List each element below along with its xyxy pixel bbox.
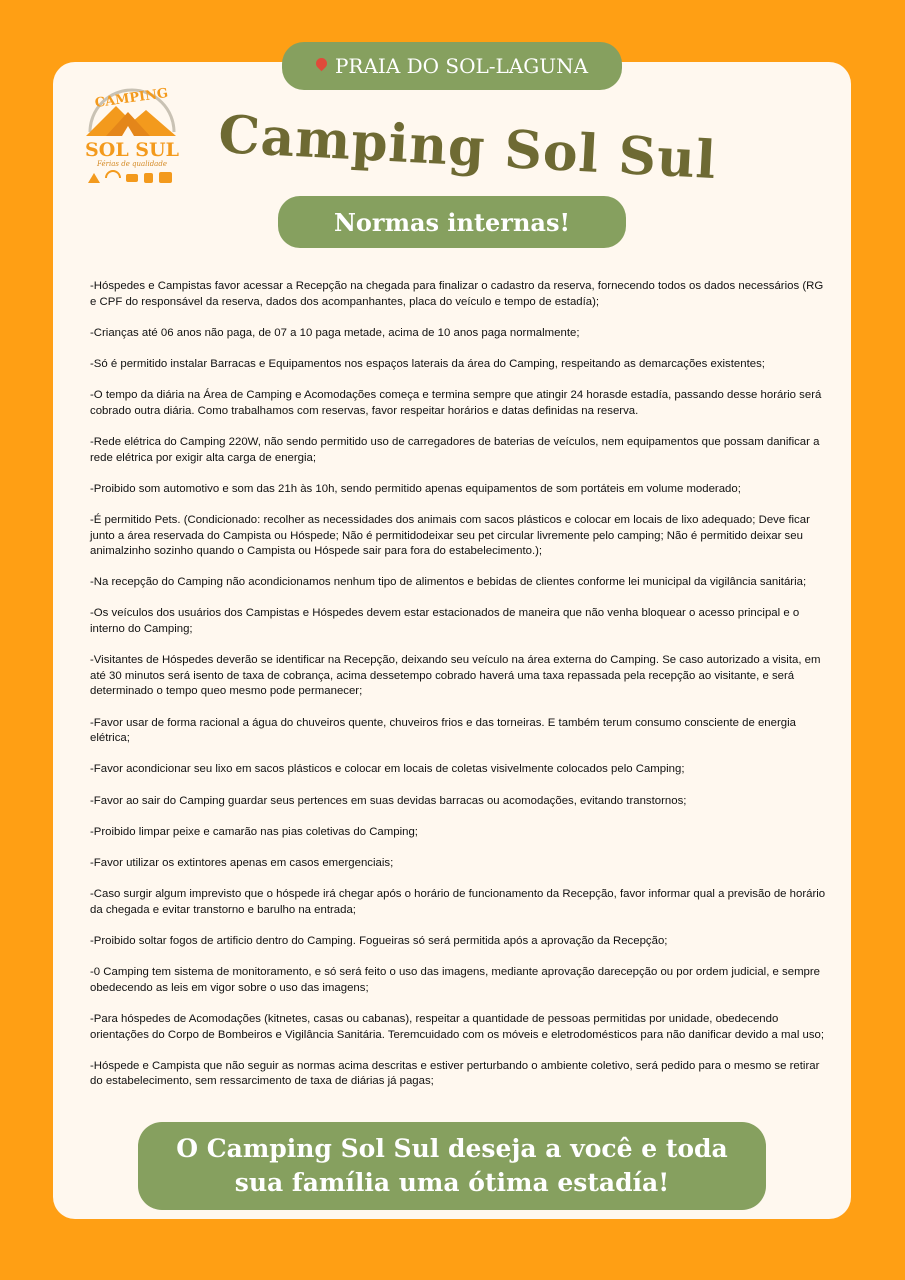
rule-item: -Na recepção do Camping não acondicionamos nenhum tipo de alimentos e bebidas de clientes conforme lei municipal da vigilância sanitária;	[90, 576, 807, 589]
rule-item: -Hóspede e Campista que não seguir as normas acima descritas e estiver perturbando o ambiente coletivo, será pedido para o mesmo se retirar do estabelecimento, sem ressarcimento de taxa de diárias já pagas;	[90, 1059, 820, 1088]
rule-item: -Hóspedes e Campistas favor acessar a Recepção na chegada para finalizar o cadastro da reserva, fornecendo todos os dados necessários (RG e CPF do responsável da reserva, dados dos acompanhantes, placa do veículo e tempo de estadía);	[90, 280, 824, 308]
location-banner	[282, 42, 622, 90]
logo-main-text: SOL SUL	[85, 139, 179, 161]
location-label: PRAIA DO SOL-LAGUNA	[334, 54, 589, 78]
cabin-icon	[159, 172, 172, 183]
rules-heading-label: Normas internas!	[333, 207, 570, 237]
closing-message	[138, 1122, 766, 1210]
rule-item: -Só é permitido instalar Barracas e Equipamentos nos espaços laterais da área do Camping, respeitando as demarcações existentes;	[90, 357, 765, 370]
rule-item: -Para hóspedes de Acomodações (kitnetes, casas ou cabanas), respeitar a quantidade de pessoas permitidas por unidade, obedecendo orientações do Corpo de Bombeiros e Vigilância Sanitária. Teremcuidado com os móveis e eletrodomésticos para não danificar devido a mal uso;	[90, 1012, 825, 1041]
rule-item: -Favor usar de forma racional a água do chuveiros quente, chuveiros frios e das torneiras. E também terum consumo consciente de energia elétrica;	[90, 716, 796, 745]
rule-item: -Crianças até 06 anos não paga, de 07 a 10 paga metade, acima de 10 anos paga normalmente;	[90, 326, 580, 339]
rule-item: -0 Camping tem sistema de monitoramento, e só será feito o uso das imagens, mediante aprovação darecepção ou por ordem judicial, e sempre obedecendo as leis em vigor sobre o uso das imagens;	[90, 966, 821, 994]
closing-line-2: sua família uma ótima estadía!	[234, 1168, 670, 1197]
rule-item: -Rede elétrica do Camping 220W, não sendo permitido uso de carregadores de baterias de veículos, nem equipamentos que possam danificar a rede elétrica por exigir alta carga de energia;	[90, 435, 820, 464]
rule-item: -É permitido Pets. (Condicionado: recolher as necessidades dos animais com sacos plásticos e colocar em locais de lixo adequado; Deve ficar junto a área reservada do Campista ou Hóspede; Não é permitidodeixar seu pet circular livremente pelo camping; Não é permitido deixar seu animalzinho sozinho quando o Campista ou Hóspede sair para fora do estabelecimento.);	[90, 513, 810, 558]
logo-graphic	[76, 82, 186, 188]
camping-logo	[76, 82, 186, 188]
logo-top-text: CAMPING	[93, 85, 170, 112]
wifi-icon	[106, 171, 120, 178]
shower-icon	[144, 173, 153, 183]
rule-item: -Proibido soltar fogos de artificio dentro do Camping. Fogueiras só será permitida após a aprovação da Recepção;	[90, 934, 668, 947]
rule-item: -Proibido som automotivo e som das 21h às 10h, sendo permitido apenas equipamentos de som portáteis em volume moderado;	[90, 482, 741, 495]
rules-list	[90, 279, 832, 1105]
page-title: Camping Sol Sul	[216, 104, 719, 192]
car-icon	[126, 174, 138, 182]
closing-line-1: O Camping Sol Sul deseja a você e toda	[176, 1134, 728, 1163]
map-pin-icon	[314, 55, 330, 71]
rule-item: -Favor acondicionar seu lixo em sacos plásticos e colocar em locais de coletas visivelmente colocados pelo Camping;	[90, 763, 685, 776]
rules-heading	[278, 196, 626, 248]
rule-item: -Favor ao sair do Camping guardar seus pertences em suas devidas barracas ou acomodações, evitando transtornos;	[90, 794, 687, 807]
rule-item: -O tempo da diária na Área de Camping e Acomodações começa e termina sempre que atingir 24 horasde estadía, passando desse horário será cobrado outra diária. Como trabalhamos com reservas, favor respeitar horários e datas definidas na reserva.	[90, 389, 822, 417]
rule-item: -Caso surgir algum imprevisto que o hóspede irá chegar após o horário de funcionamento da Recepção, favor informar qual a previsão de horário da chegada e evitar transtorno e barulho na entrada;	[90, 888, 826, 916]
rule-item: -Favor utilizar os extintores apenas em casos emergenciais;	[90, 856, 394, 869]
rule-item: -Proibido limpar peixe e camarão nas pias coletivas do Camping;	[90, 825, 418, 838]
rule-item: -Os veículos dos usuários dos Campistas e Hóspedes devem estar estacionados de maneira que não venha bloquear o acesso principal e o interno do Camping;	[90, 607, 800, 636]
rule-item: -Visitantes de Hóspedes deverão se identificar na Recepção, deixando seu veículo na área externa do Camping. Se caso autorizado a visita, em até 30 minutos será isento de taxa de cobrança, acima dessetempo cobrado haverá uma taxa repassada pela recepção ao visitante, e será determinado o tempo queo mesmo pode permanecer;	[90, 654, 821, 698]
tent-icon	[88, 173, 100, 183]
logo-tagline: Férias de qualidade	[97, 160, 167, 168]
